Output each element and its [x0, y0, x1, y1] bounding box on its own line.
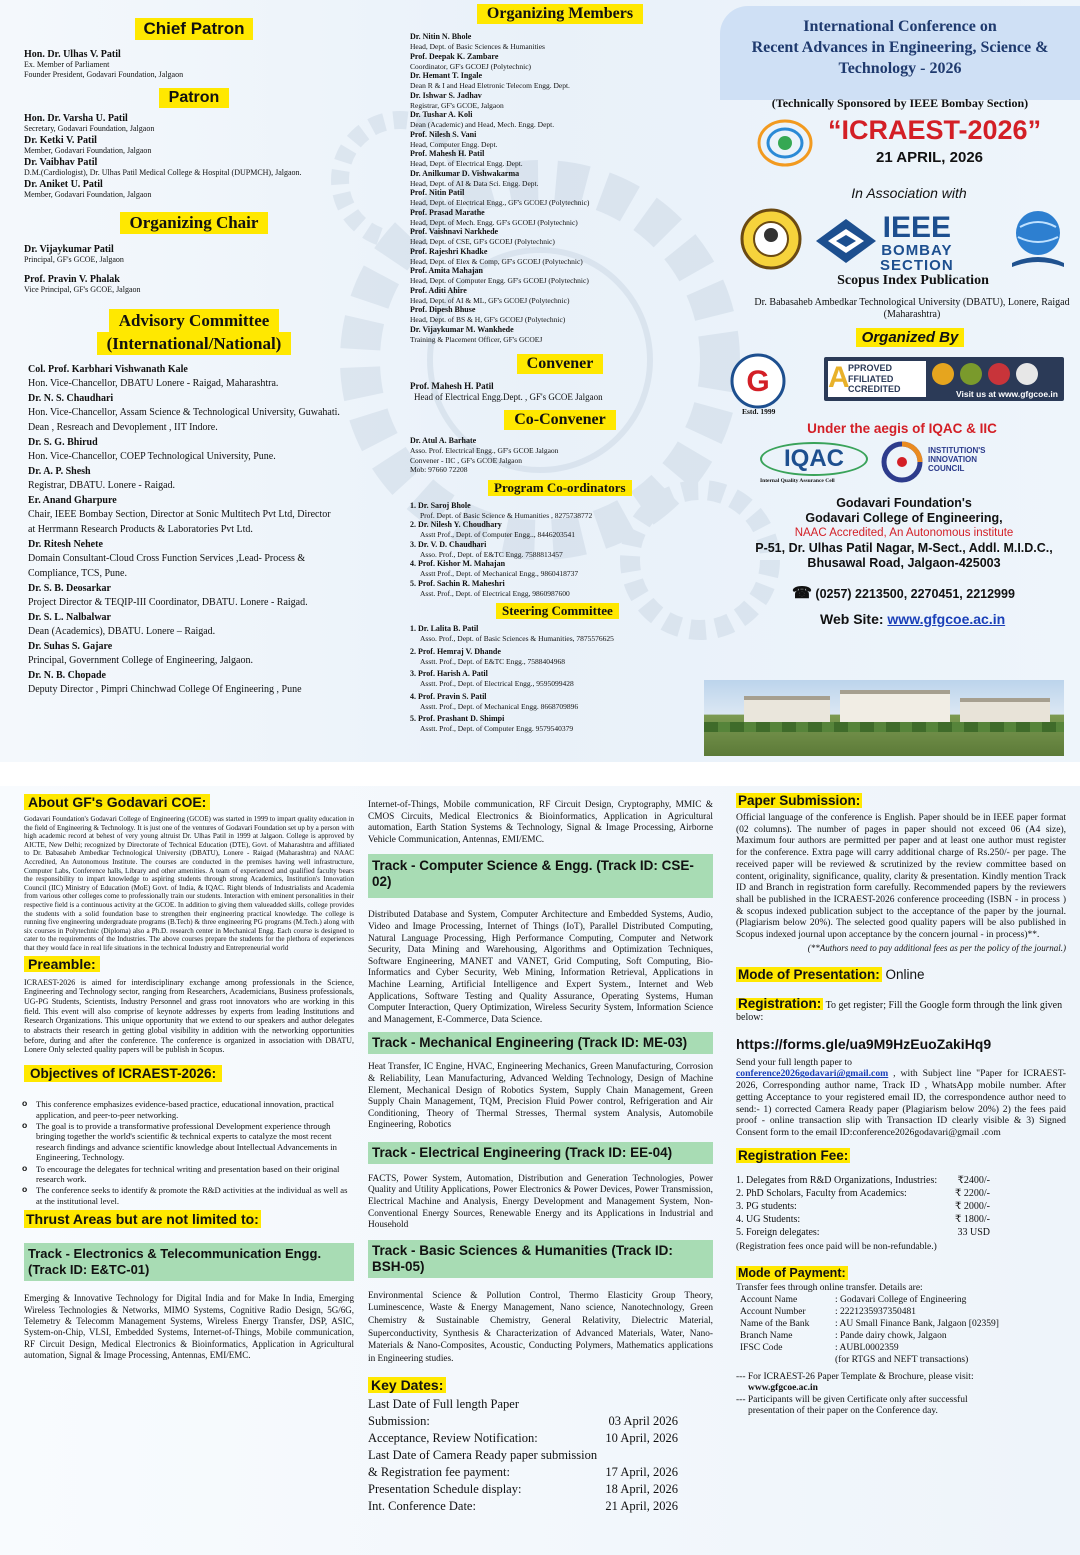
keydate-row	[368, 1396, 678, 1413]
person-entry	[28, 582, 364, 610]
left-column	[24, 786, 354, 1555]
payment-value: (for RTGS and NEFT transactions)	[835, 1354, 969, 1365]
estd-label: Estd. 1999	[742, 407, 776, 416]
fee-row	[736, 1187, 990, 1200]
person-name: Dr. Anilkumar D. Vishwakarma	[410, 168, 520, 178]
ieee-bombay-wordmark: IEEE BOMBAY SECTION	[880, 211, 954, 274]
person-desc: Head, Dept. of CSE, GF's GCOEJ (Polytechnic)	[410, 237, 555, 246]
advisory-list	[28, 363, 364, 697]
person-entry	[410, 305, 710, 325]
conference-title-box	[720, 6, 1080, 100]
seal-icon	[960, 363, 982, 385]
person-entry	[410, 501, 710, 521]
keydate-row	[368, 1413, 678, 1430]
conference-title-line: International Conference on	[803, 18, 997, 35]
person-name: 2. Dr. Nilesh Y. Choudhary	[410, 520, 502, 529]
convener-heading: Convener	[410, 354, 710, 374]
person-name: Dr. Vijaykumar Patil	[24, 244, 114, 255]
person-entry	[28, 640, 364, 668]
mode-line: Mode of Presentation: Online	[738, 966, 925, 982]
person-entry	[28, 436, 364, 464]
person-name: Dr. Suhas S. Gajare	[28, 641, 113, 652]
conference-title-line: Recent Advances in Engineering, Science &	[751, 39, 1049, 56]
person-desc: Registrar, GF's GCOE, Jalgaon	[410, 100, 504, 110]
coconvener-block	[410, 436, 710, 475]
seal-icon	[988, 363, 1010, 385]
person-name: Dr. S. L. Nalbalwar	[28, 612, 111, 623]
org-chair-block	[24, 244, 364, 295]
person-name: Prof. Nilesh S. Vani	[410, 129, 477, 139]
approved-badge: A PPROVED FFILIATED CCREDITED Visit us at www.gfgcoe.in	[824, 357, 1064, 401]
submission-heading: Paper Submission:	[738, 793, 861, 808]
objective-item: o This conference emphasizes evidence-based practice, educational innovation, practical application, and peer-to-peer networking.	[20, 1099, 354, 1120]
track-me-text: Heat Transfer, IC Engine, HVAC, Engineering Mechanics, Green Manufacturing, Corrosion & Reliability, Lean Manufacturing, Advanced Welding Technology, Design of Machine Element, Mechanical Design of Robotics System, Supply Chain Management, Green Supply Chain Management, TQM, Precision Fluid Power control, Refrigeration and Air Conditioning, Theory of Thermal Stresses, Thermal system Analysis, Automobile Engineering, Robotics	[368, 1062, 713, 1131]
panel-gap	[0, 762, 1080, 786]
keydates-heading: Key Dates:	[368, 1377, 713, 1395]
keydate-row	[368, 1481, 678, 1498]
person-name: Prof. Mahesh H. Patil	[410, 149, 485, 158]
brochure-back-panel	[0, 786, 1080, 1555]
keydate-row	[368, 1498, 678, 1515]
fee-label: 3. PG students:	[736, 1200, 797, 1212]
person-entry	[410, 559, 710, 579]
sponsor-line: (Technically Sponsored by IEEE Bombay Section)	[771, 96, 1029, 110]
person-desc: Head, Dept. of Electrical Engg., GF's GCOEJ (Polytechnic)	[410, 198, 590, 207]
person-desc: Dean (Academic) and Head, Mech. Engg. Dept.	[410, 120, 555, 129]
keydate-row	[368, 1447, 678, 1464]
person-name: 5. Prof. Sachin R. Maheshri	[410, 578, 505, 588]
person-name: 4. Prof. Kishor M. Mahajan	[410, 559, 506, 568]
track-me-heading: Track - Mechanical Engineering (Track ID: ME-03)	[368, 1032, 713, 1054]
aegis-label: Under the aegis of IQAC & IIC	[807, 421, 997, 436]
payment-value: : Pande dairy chowk, Jalgaon	[835, 1330, 947, 1341]
person-desc: Ex. Member of Parliament	[24, 60, 110, 69]
person-entry	[410, 149, 710, 169]
brochure-front-panel	[0, 0, 1080, 762]
person-desc: Member, Godavari Foundation, Jalgaon	[24, 146, 152, 155]
fee-amount: ₹ 2000/-	[955, 1200, 990, 1212]
track-etc-heading: Track - Electronics & Telecommunication Engg. (Track ID: E&TC-01)	[24, 1243, 354, 1281]
middle-column	[368, 786, 713, 1555]
person-desc: Head, Dept. of AI & ML, GF's GCOEJ (Polytechnic)	[410, 295, 570, 305]
person-desc: Head, Computer Engg. Dept.	[410, 139, 498, 149]
person-entry	[410, 188, 710, 208]
person-entry	[410, 208, 710, 228]
chief-patron-heading: Chief Patron	[24, 18, 364, 40]
person-name: Hon. Dr. Ulhas V. Patil	[24, 49, 121, 60]
payment-heading: Mode of Payment:	[738, 1265, 846, 1280]
person-entry	[24, 135, 364, 156]
objective-item: o The goal is to provide a transformative professional Development experience through bringing together the world's scientific & technical experts to catalyze the most recent research findings and advance scientific knowledge about Intellectual Advancements in Engineering, Technology.	[20, 1121, 354, 1163]
person-entry	[410, 130, 710, 150]
person-entry	[24, 179, 364, 200]
address-block: Godavari Foundation's Godavari College of Engineering, NAAC Accredited, An Autonomous institute P-51, Dr. Ulhas Patil Nagar, M-Sect., Addl. M.I.D.C., Bhusawal Road, Jalgaon-425003	[755, 496, 1053, 570]
person-name: Dr. Ketki V. Patil	[24, 135, 97, 146]
person-desc: Domain Consultant-Cloud Cross Function Services ,Lead- Process &	[28, 553, 306, 564]
thrust-heading: Thrust Areas but are not limited to:	[26, 1211, 259, 1228]
template-link[interactable]: www.gfgcoe.ac.in	[748, 1383, 818, 1394]
person-desc: Compliance, TCS, Pune.	[28, 568, 127, 579]
person-entry	[28, 465, 364, 493]
person-name: Prof. Vaishnavi Narkhede	[410, 227, 499, 236]
person-desc: Member, Godavari Foundation, Jalgaon	[24, 190, 152, 199]
conference-logo-icon	[756, 117, 814, 169]
about-heading: About GF's Godavari COE:	[24, 794, 354, 812]
keydate-label: Presentation Schedule display:	[368, 1482, 522, 1497]
person-name: Dr. N. B. Chopade	[28, 670, 106, 681]
person-entry	[24, 113, 364, 134]
person-desc: Asstt. Prof., Dept. of Mechanical Engg. 8668709896	[420, 701, 579, 711]
iqac-iic-logos	[720, 440, 1080, 490]
payment-key: Account Number	[740, 1306, 806, 1317]
person-desc: Hon. Vice-Chancellor, DBATU Lonere - Raigad, Maharashtra.	[28, 378, 279, 389]
accreditation-seals	[932, 363, 1038, 385]
person-name: Dr. N. S. Chaudhari	[28, 393, 114, 404]
person-desc: Principal, GF's GCOE, Jalgaon	[24, 255, 124, 264]
seal-icon	[932, 363, 954, 385]
fee-row	[736, 1213, 990, 1226]
person-entry	[410, 520, 710, 540]
person-desc: Asstt. Prof., Dept. of Electrical Engg., 9595099428	[420, 679, 574, 688]
person-desc: Coordinator, GF's GCOEJ (Polytechnic)	[410, 61, 532, 71]
fee-amount: ₹2400/-	[957, 1174, 990, 1186]
keydate-label: Last Date of Camera Ready paper submission	[368, 1448, 598, 1463]
conference-date: 21 APRIL, 2026	[876, 149, 983, 166]
person-entry	[28, 494, 364, 537]
person-name: Prof. Prasad Marathe	[410, 207, 485, 217]
track-etc-text: Emerging & Innovative Technology for Digital India and for Make In India, Emerging Wireless Technologies & Networks, MIMO Systems, Cognitive Radio Design, 5G/6G, Telemetry & Telecomm Management Systems, Wireless Energy Transfer, DSP, ASIC, System-on-Chip, VLSI, Embedded Systems, Internet-of-Things, Mobile communication, RF Circuit Design, Medical Electronics & Bioinformatics, Application in Agricultural automation, Signal & Image Processing, Antennas, EMI/EMC.	[24, 1293, 354, 1361]
organized-by-heading: Organized By	[720, 329, 1080, 347]
globe-book-icon	[1006, 207, 1070, 271]
keydate-value: 21 April, 2026	[605, 1499, 678, 1514]
org-chair-heading: Organizing Chair	[24, 212, 364, 234]
acronym-row	[720, 115, 1080, 177]
track-etc-continued: Internet-of-Things, Mobile communication, RF Circuit Design, Cryptography, MMIC & CMOS Circuits, Medical Electronics & Bioinformatics, Application in Agricultural automation, Earth Station Systems & Technology, Signal & Image Processing, Airborne Vehicle Communication, Antennas, EMI/EMC.	[368, 800, 713, 845]
person-name: Dr. Vaibhav Patil	[24, 157, 98, 168]
fee-row	[736, 1226, 990, 1239]
person-entry	[28, 669, 364, 697]
footer-notes: --- For ICRAEST-26 Paper Template & Brochure, please visit: www.gfgcoe.ac.in --- Participants will be given Certificate only after successful presentation of their paper on the Conference day.	[736, 1372, 1066, 1418]
patron-heading: Patron	[24, 88, 364, 108]
person-desc: Head, Dept. of AI & Data Sci. Engg. Dept.	[410, 178, 539, 188]
payment-row	[740, 1294, 1066, 1306]
person-name: Dr. Aniket U. Patil	[24, 179, 103, 190]
keydate-label: Submission:	[368, 1414, 430, 1429]
track-ee-heading: Track - Electrical Engineering (Track ID: EE-04)	[368, 1142, 713, 1164]
fee-row	[736, 1174, 990, 1187]
person-name: 5. Prof. Prashant D. Shimpi	[410, 714, 505, 723]
objective-item: o To encourage the delegates for technical writing and presentation based on their original research work.	[20, 1164, 354, 1185]
person-desc: Secretary, Godavari Foundation, Jalgaon	[24, 124, 155, 133]
payment-value: : Godavari College of Engineering	[835, 1294, 967, 1305]
person-entry	[28, 538, 364, 581]
objectives-heading: Objectives of ICRAEST-2026:	[24, 1065, 354, 1083]
right-column	[736, 786, 1066, 1555]
person-desc: Founder President, Godavari Foundation, Jalgaon	[24, 70, 184, 79]
person-name: 1. Dr. Saroj Bhole	[410, 500, 471, 510]
middle-column	[410, 0, 710, 762]
keydate-row	[368, 1430, 678, 1447]
person-name: Prof. Mahesh H. Patil	[410, 381, 494, 391]
fee-label: 5. Foreign delegates:	[736, 1226, 820, 1238]
conference-title-line: Technology - 2026	[838, 60, 962, 77]
college-logo-icon	[728, 353, 788, 409]
person-entry	[28, 392, 364, 435]
person-desc: Head, Dept. of Electrical Engg. Dept.	[410, 159, 523, 168]
payment-row	[740, 1318, 1066, 1330]
dbatu-line: Dr. Babasaheb Ambedkar Technological University (DBATU), Lonere, Raigad (Maharashtra)	[754, 297, 1070, 320]
fee-label: 4. UG Students:	[736, 1213, 801, 1225]
person-name: Prof. Rajeshri Khadke	[410, 246, 488, 256]
person-name: Prof. Nitin Patil	[410, 188, 465, 197]
person-entry	[410, 110, 710, 130]
track-bsh-heading: Track - Basic Sciences & Humanities (Track ID: BSH-05)	[368, 1240, 713, 1278]
keydate-label: Acceptance, Review Notification:	[368, 1431, 538, 1446]
payment-key: Name of the Bank	[740, 1318, 810, 1329]
person-desc: Dean R & I and Head Eletronic Telecom Engg. Dept.	[410, 81, 570, 90]
person-entry	[410, 579, 710, 599]
person-entry	[410, 624, 710, 644]
person-desc: Head, Dept. of Basic Sciences & Humanities	[410, 42, 545, 51]
fees-note: (Registration fees once paid will be non-refundable.)	[736, 1241, 937, 1252]
payment-row	[740, 1342, 1066, 1354]
person-name: Prof. Aditi Ahire	[410, 285, 467, 295]
person-desc: Head, Dept. of BS & H, GF's GCOEJ (Polytechnic)	[410, 315, 566, 324]
person-desc: Convener - IIC , GF's GCOE Jalgaon	[410, 455, 522, 465]
org-members-heading: Organizing Members	[410, 4, 710, 24]
fee-label: 1. Delegates from R&D Organizations, Industries:	[736, 1174, 938, 1186]
person-desc: Training & Placement Officer, GF's GCOEJ	[410, 334, 543, 344]
association-label: In Association with	[851, 185, 967, 201]
person-desc: Head, Dept. of Mech. Engg. GF's GCOEJ (Polytechnic)	[410, 217, 578, 227]
fee-amount: ₹ 1800/-	[955, 1213, 990, 1225]
payment-value: : AUBL0002359	[835, 1342, 899, 1353]
keydates-list	[368, 1396, 678, 1515]
person-desc: Chair, IEEE Bombay Section, Director at Sonic Multitech Pvt Ltd, Director	[28, 509, 331, 520]
svg-text:G: G	[746, 365, 770, 398]
person-desc: Mob: 97660 72208	[410, 465, 468, 474]
conference-acronym: “ICRAEST-2026”	[828, 115, 1042, 145]
registration-block: Registration: To get register; Fill the Google form through the link given below:	[736, 995, 1063, 1023]
keydate-value: 03 April 2026	[608, 1414, 678, 1429]
advisory-heading: Advisory Committee (International/National)	[24, 309, 364, 355]
keydate-label: Int. Conference Date:	[368, 1499, 476, 1514]
iqac-caption: Internal Quality Assurance Cell	[760, 478, 835, 484]
visit-link[interactable]: Visit us at www.gfgcoe.in	[955, 389, 1058, 399]
person-desc: Asstt. Prof., Dept. of E&TC Engg., 7588404968	[420, 656, 565, 666]
keydate-value: 17 April, 2026	[605, 1465, 678, 1480]
person-name: Col. Prof. Karbhari Vishwanath Kale	[28, 364, 188, 375]
person-desc: Prof. Dept. of Basic Science & Humanities , 8275738772	[420, 510, 593, 520]
person-name: Hon. Dr. Varsha U. Patil	[24, 113, 128, 124]
ieee-diamond-icon	[814, 217, 878, 265]
person-name: Er. Anand Gharpure	[28, 495, 117, 506]
person-entry	[28, 363, 364, 391]
person-name: Prof. Pravin V. Phalak	[24, 274, 120, 285]
person-desc: Asso. Prof. Electrical Engg., GF's GCOE Jalgaon	[410, 446, 559, 455]
person-desc: Hon. Vice-Chancellor, COEP Technological University, Pune.	[28, 451, 276, 462]
person-name: 2. Prof. Hemraj V. Dhande	[410, 646, 501, 656]
registration-instructions: Send your full length paper to conference2026godavari@gmail.com , with Subject line "Paper for ICRAEST-2026, Corresponding author name, Track ID , WhatsApp mobile number. After getting Acceptance to your registered email ID, the correspondence author need to send:- 1) corrected Camera Ready paper (Plagiarism below 20%) 2) the fees paid proof - online transaction slip with Transaction ID clearly visible & 3) Signed Consent form to the email ID:conference2026godavari@gmail .com	[736, 1056, 1066, 1138]
payment-row	[740, 1306, 1066, 1318]
track-cse-heading: Track - Computer Science & Engg. (Track ID: CSE-02)	[368, 854, 713, 898]
person-name: Dr. Vijaykumar M. Wankhede	[410, 324, 514, 334]
payment-key	[740, 1354, 835, 1366]
campus-photo	[704, 680, 1064, 756]
person-desc: Asstt. Prof., Dept. of Computer Engg. 9579540379	[420, 724, 574, 733]
payment-intro: Transfer fees through online transfer. Details are:	[736, 1282, 923, 1293]
payment-value: : AU Small Finance Bank, Jalgaon [02359]	[835, 1318, 999, 1329]
left-column	[24, 0, 364, 762]
payment-row	[740, 1330, 1066, 1342]
steering-list	[410, 624, 710, 734]
person-desc: Registrar, DBATU. Lonere - Raigad.	[28, 480, 176, 491]
convener-block	[410, 381, 710, 402]
submission-text: Official language of the conference is English. Paper should be in IEEE paper format (02 columns). The number of pages in paper should not exceed 06 (A4 size), Maximum four authors are permitted per paper and at least one author must register for the conference. Extra page will carry additional charge of Rs.250/- per page. The received paper will be reviewed & scrutinized by the review committee based on content, originality, significance, quality, clarity & presentation. Kindly mention Track ID and Branch in registration form carefully. Recommended papers by the reviewers shall be published in the ICRAEST-2026 conference proceeding (ISBN - in process ) & scopus indexed publication subject to the acceptance of the paper by the journal. (Plagiarism below 20%). The selected good quality papers will be also published in Scopus indexed journal upon acceptance by the concern journal - in process)**.	[736, 813, 1066, 941]
keydate-label: & Registration fee payment:	[368, 1465, 510, 1480]
fee-amount: ₹ 2200/-	[955, 1187, 990, 1199]
payment-key: Account Name	[740, 1294, 798, 1305]
objective-item: o The conference seeks to identify & promote the R&D activities at the individual as well as at the institutional level.	[20, 1185, 354, 1206]
person-name: Dr. A. P. Shesh	[28, 466, 91, 477]
iqac-logo: IQAC	[760, 442, 868, 476]
payment-value: : 2221235937350481	[835, 1306, 917, 1317]
fee-row	[736, 1200, 990, 1213]
person-name: Prof. Amita Mahajan	[410, 266, 483, 275]
person-entry	[410, 91, 710, 111]
person-entry	[24, 157, 364, 178]
person-desc: Asso. Prof., Dept. of E&TC Engg. 7588813457	[420, 549, 563, 559]
person-entry	[410, 669, 710, 689]
person-entry	[410, 540, 710, 560]
person-desc: Dean , Resreach and Devoplement , IIT Indore.	[28, 422, 218, 433]
preamble-text: ICRAEST-2026 is aimed for interdisciplinary exchange among professionals in the Science, Engineering and Technology sector, ranging from Researchers, Academicians, Business professionals, UG-PG Students, Scientists, Industry Personnel and grass root innovators who are working in this field. This event will also comprise of keynote addresses by experts from leading Institutions and Research Organizations. This unique opportunity that we extend to our speakers and author delegates to abstracts their research in getting global visibility in addition with the networking opportunities before, during and after the conference. The conference is organized in association with DBATU, Lonere Only selected quality papers will be publish in Scopus.	[24, 977, 354, 1055]
payment-key: Branch Name	[740, 1330, 793, 1341]
person-desc: Asstt Prof., Dept. of Computer Engg.., 8446203541	[420, 530, 575, 539]
person-desc: Head of Electrical Engg.Dept. , GF's GCOE Jalgaon	[414, 392, 603, 402]
person-desc: Vice Principal, GF's GCOE, Jalgaon	[24, 285, 141, 294]
seal-icon	[1016, 363, 1038, 385]
payment-key: IFSC Code	[740, 1342, 783, 1353]
objectives-list	[20, 1099, 354, 1206]
program-coord-list	[410, 501, 710, 599]
person-entry	[410, 52, 710, 72]
person-name: Dr. Ishwar S. Jadhav	[410, 90, 482, 100]
person-desc: Project Director & TEQIP-III Coordinator, DBATU. Lonere - Raigad.	[28, 597, 308, 608]
payment-row	[740, 1354, 1066, 1366]
person-entry	[410, 647, 710, 667]
track-cse-text: Distributed Database and System, Computer Architecture and Embedded Systems, Audio, Video and Image Processing, Internet of Things (IoT), Parallel Distributed Computing, Natural Language Processing, High Performance Computing, Computer and Network Security, Data Mining and Warehousing, Algorithms and Optimization Techniques, Software Engineering, MANET and VANET, Grid Computing, Soft Computing, Bio-Informatics and Cyber Security, Web Mining, Information Retrieval, Applications in Machine Learning, Artificial Intelligence and Expert System., Internet and Web Applications, Software Testing and Quality Assurance, Operating Systems, Human Computer Interaction, Query Optimization, Wireless Security System, Information Science and Management, E-Commerce, Data Science.	[368, 910, 713, 1025]
track-ee-text: FACTS, Power System, Automation, Distribution and Generation Technologies, Power Quality and Utility Applications, Power Electronics & Power Devices, Power Transmission, Electrical Machine and Analysis, Energy Development and Management System, Non-Conventional Energy Sources, Renewable Energy and its Applications in Industrial and Household	[368, 1173, 713, 1231]
person-name: Prof. Dipesh Bhuse	[410, 305, 476, 314]
payment-details	[736, 1294, 1066, 1366]
person-desc: Principal, Government College of Engineering, Jalgaon.	[28, 655, 253, 666]
email-link[interactable]: conference2026godavari@gmail.com	[736, 1068, 889, 1080]
person-desc: D.M.(Cardiologist), Dr. Ulhas Patil Medical College & Hospital (DUPMCH), Jalgaon.	[24, 168, 302, 177]
partner-logos	[720, 207, 1080, 275]
fee-amount: 33 USD	[957, 1226, 990, 1238]
chief-patron-block	[24, 49, 364, 80]
person-name: 3. Dr. V. D. Chaudhari	[410, 539, 487, 549]
website-link[interactable]: www.gfgcoe.ac.in	[887, 611, 1006, 627]
college-logos-row	[720, 353, 1080, 419]
keydate-value: 18 April, 2026	[605, 1482, 678, 1497]
coconvener-heading: Co-Convener	[410, 410, 710, 430]
person-desc: Head, Dept. of Elex & Comp, GF's GCOEJ (Polytechnic)	[410, 256, 583, 266]
person-name: 1. Dr. Lalita B. Patil	[410, 624, 479, 633]
fees-heading: Registration Fee:	[738, 1147, 849, 1163]
person-name: Dr. Nitin N. Bhole	[410, 32, 472, 41]
submission-note: (**Authors need to pay additional fees as per the policy of the journal.)	[807, 942, 1066, 953]
person-name: Dr. Tushar A. Koli	[410, 110, 473, 119]
person-entry	[28, 611, 364, 639]
person-entry	[410, 32, 710, 52]
phone-icon: ☎	[792, 585, 812, 602]
about-text: Godavari Foundation's Godavari College of Engineering (GCOE) was started in 1999 to impart quality education in the field of Engineering & Technology. It is just one of the ventures of Godavari Foundation set up by a person with high academic record at behest of very young altruist Dr. Ulhas Patil in 1999 at Jalgaon. College is approved by AICTE, New Delhi; recognized by Directorate of Technical Education (DTE), Govt. of Maharashtra and affiliated to Dr. Babasaheb Ambedkar Technological University (DBATU), Lonere - Raigad (Maharashtra) and NAAC Accredited, An Autonomous Institute. The courses are conducted in the premises having well infrastructure, Computer Labs, Conference halls, Library and other amenities. A team of experienced and qualified faculty bears the responsibility to impart knowledge to aspiring students through strong Academics, Institution's Innovation Council (IIC) Ministry of Education (MoE) Govt. of India, & IQAC. Right blends of Industrialists and Academia from various other colleges come to professionally train our students. Interaction with eminent personalities in their respective field is a continuous activity at the GCOE. In addition to giving them valueadded skills, college provides the students with a solid foundation base to strengthen their engineering practical knowledge. The college is running five engineering undergraduate programs (B.Tech) & three engineering PG programs (M.Tech.) along with six courses in Polytechnic (Diploma) also a Ph.D. research center in Mechanical Engg. Each course is designed to cater to the requirements of the Industries. The above courses prepare the students for the plethora of experiences that they would face in real life situations in the technical Industry and Entrepreneurial world	[24, 815, 354, 952]
person-entry	[410, 266, 710, 286]
person-desc: Dean (Academics), DBATU. Lonere – Raigad.	[28, 626, 216, 637]
person-desc: Asst. Prof., Dept. of Electrical Engg, 9860987600	[420, 588, 570, 598]
person-entry	[410, 325, 710, 345]
scopus-label: Scopus Index Publication	[837, 273, 989, 288]
person-name: Dr. S. B. Deosarkar	[28, 583, 111, 594]
preamble-heading: Preamble:	[24, 956, 354, 974]
person-name: Dr. Atul A. Barhate	[410, 436, 477, 445]
track-bsh-text: Environmental Science & Pollution Control, Thermo Elasticity Group Theory, Luminescence, Waste & Energy Management, Nano science, Nanotechnology, Green Chemistry & Sustainable Chemistry, General Relativity, Dielectric Material, Superconductivity, Synthesis & Characterization of Advanced Materials, Water, Nano-Materials & Nano-Composites, Acoustic, Conducting Polymers, Mathematics applications in Engineering studies.	[368, 1290, 713, 1364]
person-entry	[410, 247, 710, 267]
person-name: Dr. Hemant T. Ingale	[410, 71, 483, 80]
website-line: Web Site: www.gfgcoe.ac.in	[820, 611, 1006, 627]
person-desc: Asstt Prof., Dept. of Mechanical Engg., 9860418737	[420, 569, 579, 578]
patron-list	[24, 113, 364, 200]
keydate-row	[368, 1464, 678, 1481]
person-desc: Head, Dept. of Computer Engg. GF's GCOEJ (Polytechnic)	[410, 276, 589, 285]
fees-list	[736, 1174, 990, 1239]
person-entry	[410, 714, 710, 734]
fee-label: 2. PhD Scholars, Faculty from Academics:	[736, 1187, 907, 1199]
person-name: Dr. Ritesh Nehete	[28, 539, 103, 550]
person-desc: Hon. Vice-Chancellor, Assam Science & Technological University, Guwahati.	[28, 407, 340, 418]
person-name: 4. Prof. Pravin S. Patil	[410, 691, 487, 701]
keydate-label: Last Date of Full length Paper	[368, 1397, 520, 1412]
iic-wordmark: INSTITUTION'S INNOVATION COUNCIL	[928, 446, 986, 473]
phone-line: ☎ (0257) 2213500, 2270451, 2212999	[792, 585, 1015, 602]
google-form-link[interactable]: https://forms.gle/ua9M9HzEuoZakiHq9	[736, 1035, 992, 1052]
person-name: Prof. Deepak K. Zambare	[410, 51, 499, 61]
person-desc: at Herrmann Research Products & Laboratories Pvt Ltd.	[28, 524, 253, 535]
person-entry	[410, 227, 710, 247]
person-entry	[410, 286, 710, 306]
org-members-list	[410, 32, 710, 344]
keydate-value: 10 April, 2026	[605, 1431, 678, 1446]
person-entry	[410, 169, 710, 189]
person-desc: Asso. Prof., Dept. of Basic Sciences & Humanities, 7875576625	[420, 634, 614, 643]
person-name: Dr. S. G. Bhirud	[28, 437, 98, 448]
person-name: 3. Prof. Harish A. Patil	[410, 669, 488, 678]
person-entry	[410, 692, 710, 712]
dbatu-logo-icon	[740, 207, 802, 271]
right-column	[720, 0, 1080, 762]
program-coord-heading: Program Co-ordinators	[410, 479, 710, 497]
person-entry	[410, 71, 710, 91]
steering-heading: Steering Committee	[410, 602, 710, 620]
iic-logo-icon	[880, 440, 924, 484]
person-desc: Deputy Director , Pimpri Chinchwad College Of Engineering , Pune	[28, 684, 302, 695]
